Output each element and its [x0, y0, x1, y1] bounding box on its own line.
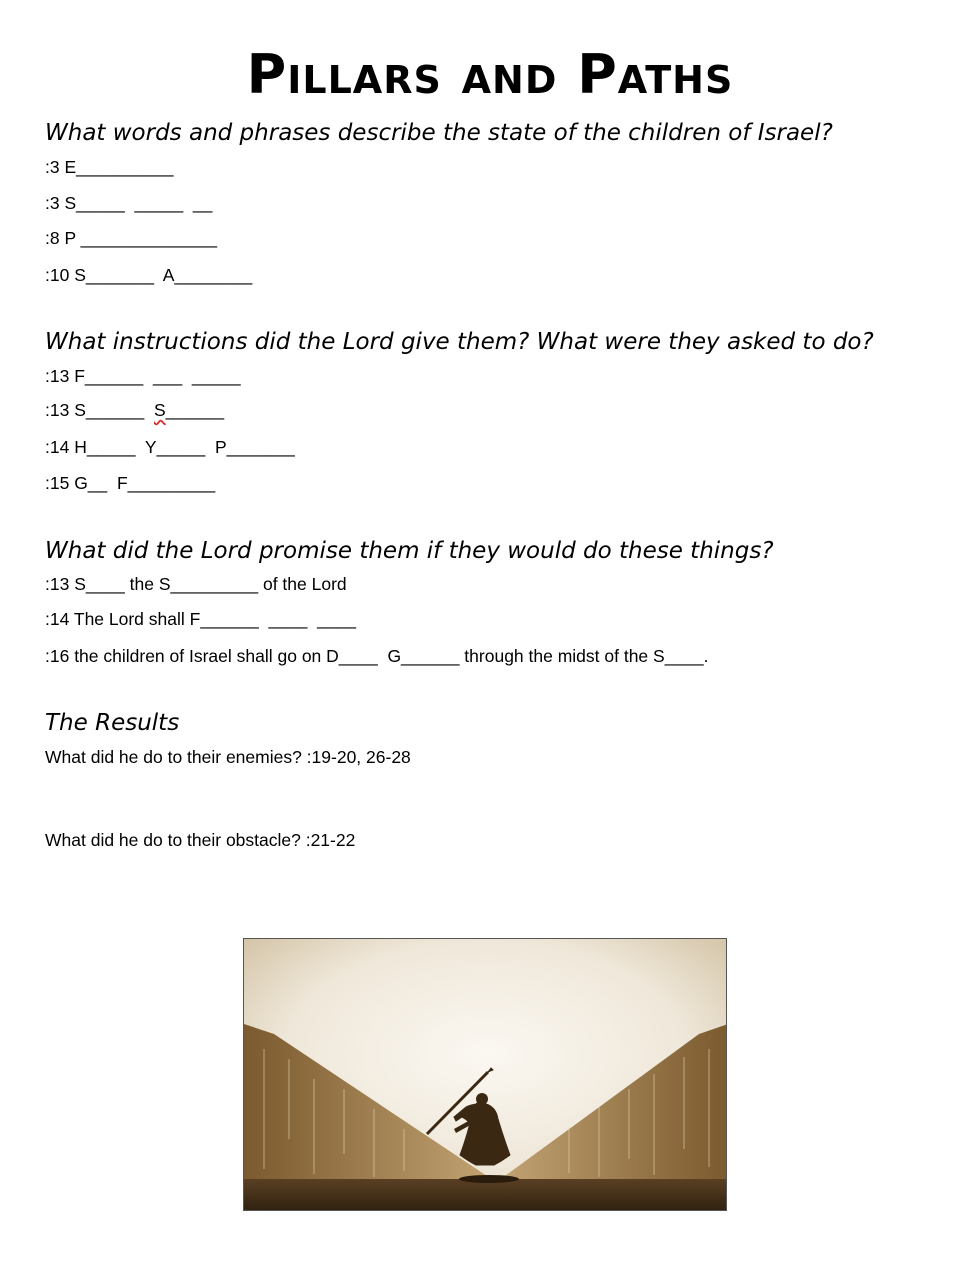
- blank-line: :16 the children of Israel shall go on D____ G______ through the midst of the S____.: [45, 646, 709, 666]
- blank-line: :8 P ______________: [45, 228, 217, 248]
- results-question-obstacle: What did he do to their obstacle? :21-22: [45, 830, 356, 850]
- question-state: What words and phrases describe the state of the children of Israel?: [45, 120, 833, 146]
- blank-line: [45, 399, 224, 421]
- blank-line: :15 G__ F_________: [45, 473, 216, 493]
- blank-line: :14 H_____ Y_____ P_______: [45, 437, 295, 457]
- blank-line: :3 S_____ _____ __: [45, 193, 213, 213]
- blank-line: :13 F______ ___ _____: [45, 366, 241, 386]
- moses-parting-sea-illustration: [243, 938, 727, 1211]
- page-title: Pillars and Paths: [246, 43, 734, 106]
- results-question-enemies: What did he do to their enemies? :19-20, 26-28: [45, 747, 411, 767]
- blank-line-suffix: ______: [165, 400, 225, 420]
- blank-line: :13 S____ the S_________ of the Lord: [45, 574, 347, 594]
- spellcheck-marked-letter: S: [153, 400, 166, 420]
- results-heading: The Results: [45, 710, 180, 736]
- blank-line-prefix: :13 S______: [45, 400, 154, 420]
- question-promise: What did the Lord promise them if they would do these things?: [45, 538, 774, 564]
- question-instructions: What instructions did the Lord give them? What were they asked to do?: [45, 329, 874, 355]
- blank-line: :14 The Lord shall F______ ____ ____: [45, 609, 357, 629]
- blank-line: :10 S_______ A________: [45, 265, 253, 285]
- blank-line: :3 E__________: [45, 157, 174, 177]
